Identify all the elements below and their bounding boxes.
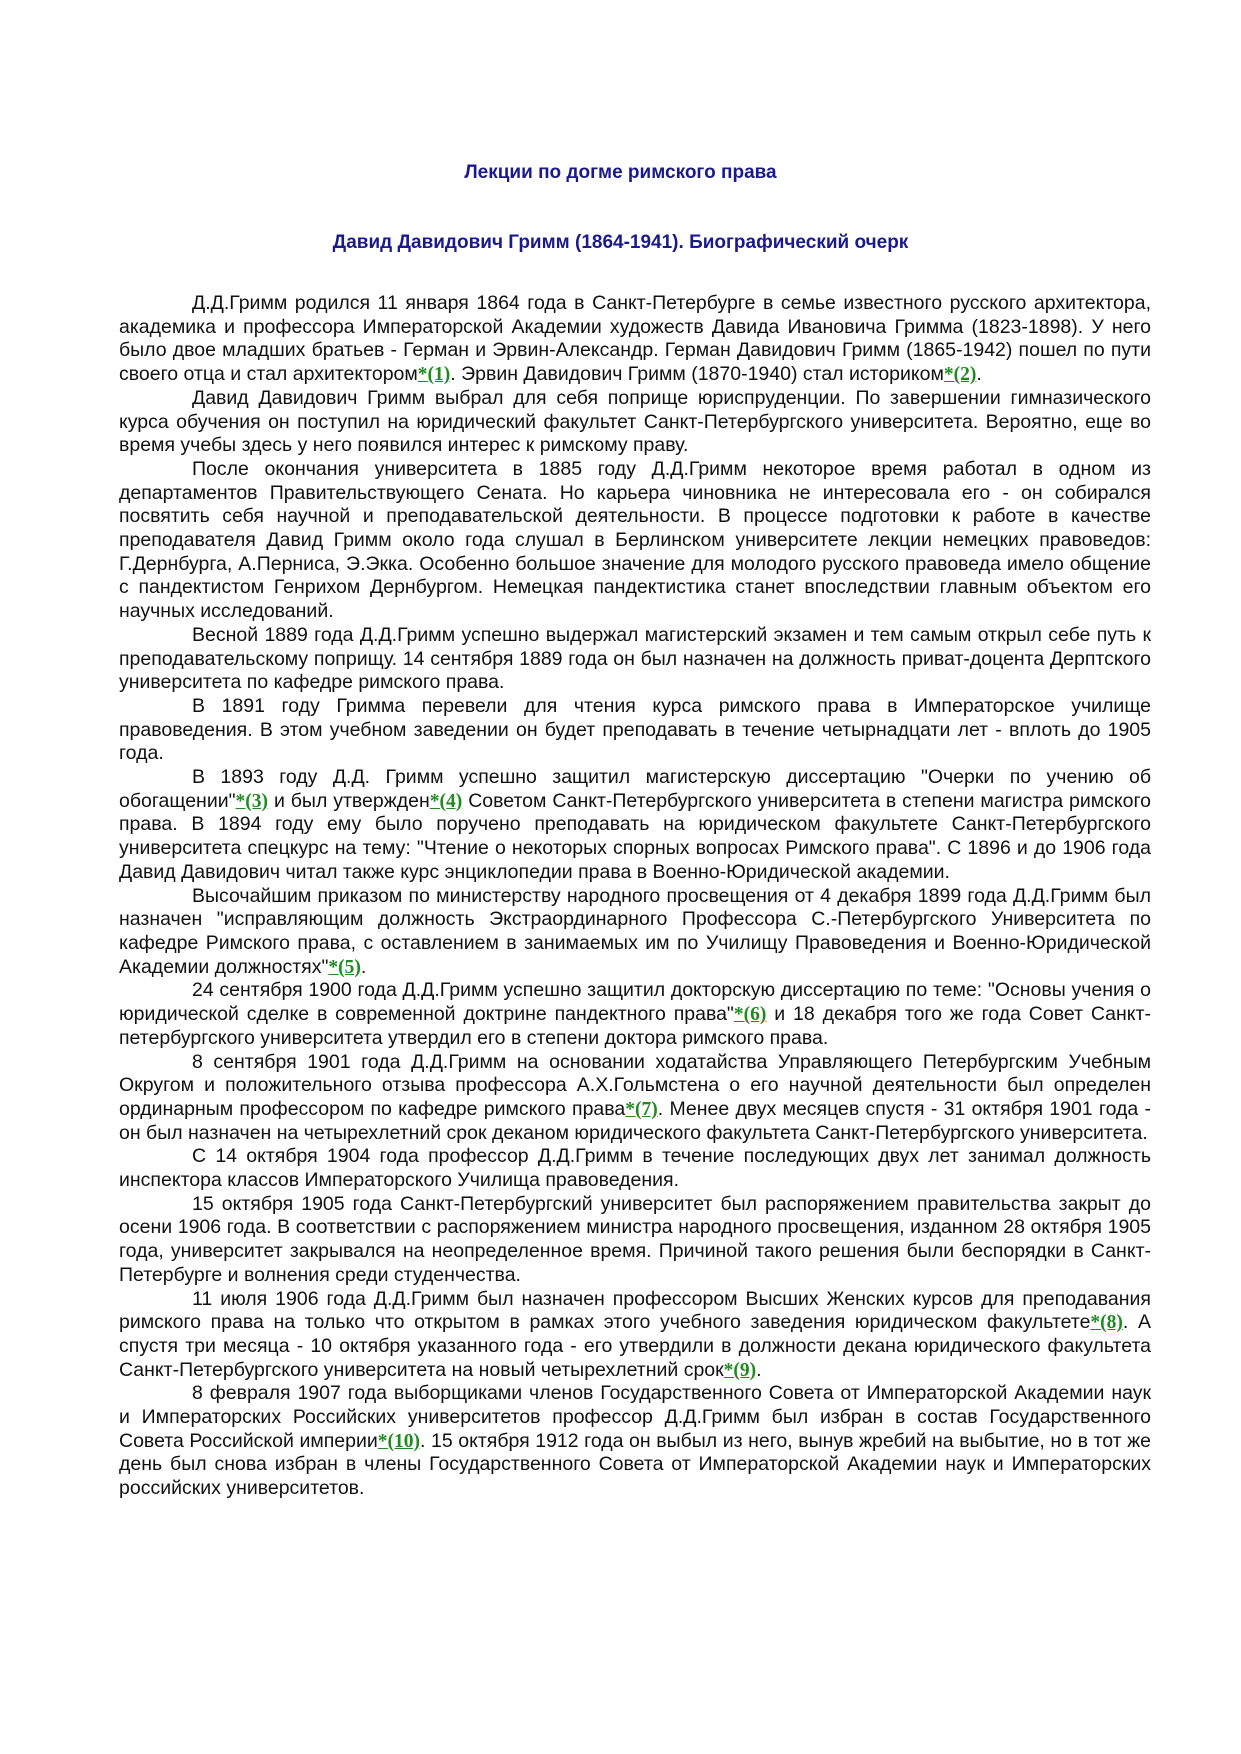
footnote-link[interactable]: *(4) xyxy=(429,790,463,812)
paragraph-text: . xyxy=(756,1358,762,1381)
paragraph-text: 8 февраля 1907 года выборщиками членов Государственного Совета от Императорской Академии наук и Императорских Российских университетов профессор Д.Д.Гримм был избран в состав Государственного Совета Российской империи xyxy=(119,1382,1151,1452)
paragraph-text: С 14 октября 1904 года профессор Д.Д.Гримм в течение последующих двух лет занимал должность инспектора классов Императорского Училища правоведения. xyxy=(119,1145,1151,1192)
paragraph xyxy=(119,1288,1151,1383)
paragraph xyxy=(119,387,1151,458)
paragraph xyxy=(119,766,1151,885)
paragraph xyxy=(119,624,1151,695)
paragraph-text: После окончания университета в 1885 году Д.Д.Гримм некоторое время работал в одном из департаментов Правительствующего Сената. Но карьера чиновника не интересовала его - он собирался посвятить себя научной и преподавательской деятельности. В процессе подготовки к работе в качестве преподавателя Давид Гримм около года слушал в Берлинском университете лекции немецких правоведов: Г.Дернбурга, А.Перниса, Э.Экка. Особенно большое значение для молодого русского правоведа имело общение с пандектистом Генрихом Дернбургом. Немецкая пандектистика станет впоследствии главным объектом его научных исследований. xyxy=(119,457,1151,623)
footnote-link[interactable]: *(8) xyxy=(1090,1312,1123,1334)
paragraph-text: . xyxy=(360,955,367,978)
paragraph xyxy=(119,458,1151,624)
footnote-link[interactable]: *(1) xyxy=(417,364,451,386)
paragraph-text: 11 июля 1906 года Д.Д.Гримм был назначен профессором Высших Женских курсов для преподавания римского права на только что открытом в рамках этого учебного заведения юридическом факультете xyxy=(119,1287,1151,1334)
paragraph xyxy=(119,1145,1151,1192)
paragraph-text: В 1891 году Гримма перевели для чтения курса римского права в Императорское училище правоведения. В этом учебном заведении он будет преподавать в течение четырнадцати лет - вплоть до 1905 года. xyxy=(119,694,1151,765)
footnote-link[interactable]: *(6) xyxy=(733,1004,767,1026)
footnote-link[interactable]: *(2) xyxy=(943,364,977,386)
paragraph-text: В 1893 году Д.Д. Гримм успешно защитил магистерскую диссертацию "Очерки по учению об обогащении" xyxy=(119,766,1151,812)
paragraph-text: . xyxy=(976,363,982,386)
footnote-link[interactable]: *(9) xyxy=(723,1359,757,1381)
paragraph-text: . Менее двух месяцев спустя - 31 октября 1901 года - он был назначен на четырехлетний срок деканом юридического факультета Санкт-Петербургского университета. xyxy=(119,1097,1151,1144)
paragraph xyxy=(119,695,1151,766)
footnote-link[interactable]: *(3) xyxy=(235,790,269,812)
paragraph xyxy=(119,979,1151,1050)
paragraph xyxy=(119,885,1151,980)
footnote-link[interactable]: *(5) xyxy=(328,956,361,978)
paragraph-text: . Эрвин Давидович Гримм (1870-1940) стал историком xyxy=(450,363,944,386)
paragraph xyxy=(119,1051,1151,1146)
paragraph-text: и 18 декабря того же года Совет Санкт-петербургского университета утвердил его в степени доктора римского права. xyxy=(119,1003,1151,1049)
paragraph-text: Советом Санкт-Петербургского университета в степени магистра римского права. В 1894 году ему было поручено преподавать на юридическом факультете Санкт-Петербургского университета спецкурс на тему: "Чтение о некоторых спорных вопросах Римского права". С 1896 и до 1906 года Давид Давидович читал также курс энциклопедии права в Военно-Юридической академии. xyxy=(119,789,1151,883)
paragraph-text: . А спустя три месяца - 10 октября указанного года - его утвердили в должности декана юридического факультета Санкт-Петербургского университета на новый четырехлетний срок xyxy=(119,1311,1151,1381)
paragraph-text: Весной 1889 года Д.Д.Гримм успешно выдержал магистерский экзамен и тем самым открыл себе путь к преподавательскому поприщу. 14 сентября 1889 года он был назначен на должность приват-доцента Дерптского университета по кафедре римского права. xyxy=(119,623,1151,694)
document-title: Лекции по догме римского права xyxy=(464,162,777,183)
paragraph-text: 15 октября 1905 года Санкт-Петербургский университет был распоряжением правительства закрыт до осени 1906 года. В соответствии с распоряжением министра народного просвещения, изданном 28 октября 1905 года, университет закрывался на неопределенное время. Причиной такого решения были беспорядки в Санкт-Петербурге и волнения среди студенчества. xyxy=(119,1192,1151,1286)
paragraph-text: 24 сентября 1900 года Д.Д.Гримм успешно защитил докторскую диссертацию по теме: "Основы учения о юридической сделке в современной доктрине пандектного права" xyxy=(119,979,1151,1026)
paragraph xyxy=(119,1382,1151,1501)
footnote-link[interactable]: *(10) xyxy=(377,1430,421,1452)
paragraph-text: . 15 октября 1912 года он выбыл из него, вынув жребий на выбытие, но в тот же день был снова избран в члены Государственного Совета от Императорской Академии наук и Императорских российских университетов. xyxy=(119,1429,1151,1500)
footnote-link[interactable]: *(7) xyxy=(625,1098,658,1120)
paragraph xyxy=(119,292,1151,387)
document-body xyxy=(119,292,1151,1501)
paragraph-text: Давид Давидович Гримм выбрал для себя поприще юриспруденции. По завершении гимназического курса обучения он поступил на юридический факультет Санкт-Петербургского университета. Вероятно, еще во время учебы здесь у него появился интерес к римскому праву. xyxy=(119,386,1151,457)
document-subtitle: Давид Давидович Гримм (1864-1941). Биографический очерк xyxy=(332,232,909,253)
paragraph-text: 8 сентября 1901 года Д.Д.Гримм на основании ходатайства Управляющего Петербургским Учебным Округом и положительного отзыва профессора А.Х.Гольмстена о его научной деятельности был определен ординарным профессором по кафедре римского права xyxy=(119,1050,1151,1120)
paragraph-text: Высочайшим приказом по министерству народного просвещения от 4 декабря 1899 года Д.Д.Гримм был назначен "исправляющим должность Экстраординарного Профессора С.-Петербургского Университета по кафедре Римского права, с оставлением в занимаемых им по Училищу Правоведения и Военно-Юридической Академии должностях" xyxy=(119,884,1151,978)
paragraph-text: и был утвержден xyxy=(268,789,430,812)
paragraph-text: Д.Д.Гримм родился 11 января 1864 года в Санкт-Петербурге в семье известного русского архитектора, академика и профессора Императорской Академии художеств Давида Ивановича Гримма (1823-1898). У него было двое младших братьев - Герман и Эрвин-Александр. Герман Давидович Гримм (1865-1942) пошел по пути своего отца и стал архитектором xyxy=(119,292,1151,386)
paragraph xyxy=(119,1193,1151,1288)
